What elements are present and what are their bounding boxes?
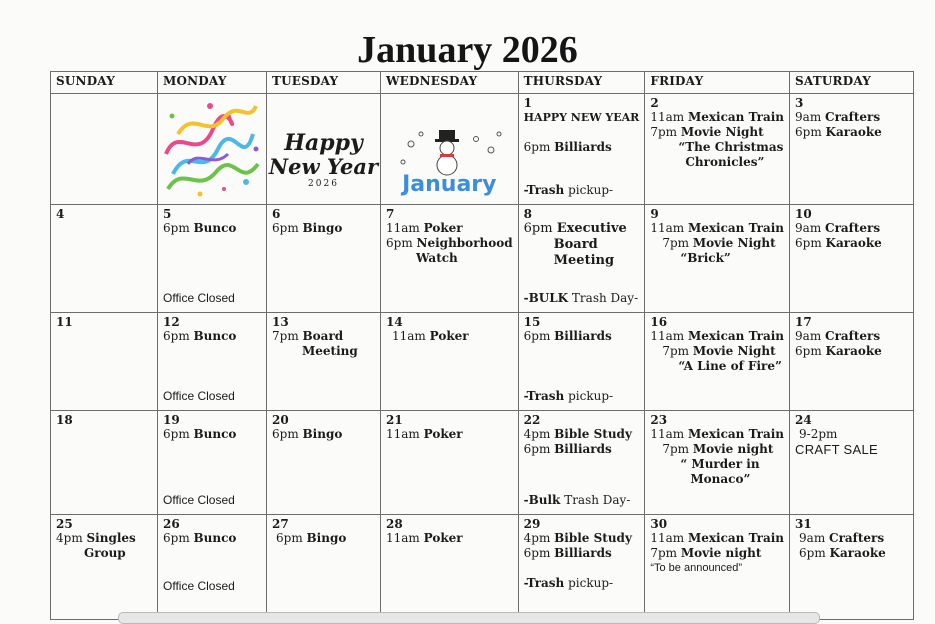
day-number: 3 xyxy=(795,96,804,110)
weekday-wednesday: WEDNESDAY xyxy=(381,72,519,94)
day-number: 8 xyxy=(523,207,532,221)
event-line: 6pm Bingo xyxy=(276,531,347,545)
day-number: 15 xyxy=(523,315,541,329)
day-number: 22 xyxy=(523,413,541,427)
event-line: 11am Poker xyxy=(386,221,463,235)
day-number: 16 xyxy=(650,315,668,329)
day-cell xyxy=(267,411,381,515)
day-number: 13 xyxy=(272,315,289,329)
weekday-saturday: SATURDAY xyxy=(790,72,914,94)
event-line: 11am Mexican Train xyxy=(650,427,785,441)
event-line: 7pm Movie Night xyxy=(650,125,764,139)
event-line: 6pm Bunco xyxy=(163,329,237,343)
day-number: 1 xyxy=(523,96,532,110)
office-closed-notice: Office Closed xyxy=(163,389,235,403)
event-line: “Brick” xyxy=(680,251,731,265)
event-line: 6pm Billiards xyxy=(523,329,612,343)
event-line: “The Christmas xyxy=(678,140,784,154)
day-cell xyxy=(790,205,914,313)
event-line: 6pm Bunco xyxy=(163,531,237,545)
day-cell xyxy=(518,515,645,620)
week-row xyxy=(51,205,914,313)
year-text: 2026 xyxy=(308,179,339,189)
day-cell xyxy=(518,313,645,411)
event-line: Monaco” xyxy=(690,472,751,486)
event-line: Meeting xyxy=(302,344,358,358)
event-line: 11am Poker xyxy=(392,329,469,343)
weekday-tuesday: TUESDAY xyxy=(267,72,381,94)
day-number: 4 xyxy=(56,207,65,221)
day-cell xyxy=(267,515,381,620)
day-number: 24 xyxy=(795,413,812,427)
day-cell xyxy=(645,411,790,515)
day-cell xyxy=(518,205,645,313)
event-line: 6pm Billiards xyxy=(523,546,612,560)
day-cell xyxy=(518,411,645,515)
scan-edge-bar xyxy=(118,612,820,624)
day-cell xyxy=(645,515,790,620)
event-line: 11am Mexican Train xyxy=(650,221,785,235)
day-cell xyxy=(267,205,381,313)
event-line: 11am Mexican Train xyxy=(650,329,785,343)
event-line: 11am Mexican Train xyxy=(650,110,785,124)
event-line: 9am Crafters xyxy=(799,531,885,545)
event-line: 6pm Executive xyxy=(523,221,627,236)
event-line: 6pm Billiards xyxy=(523,442,612,456)
happy-new-year-art-cell xyxy=(267,94,381,205)
new-year-text: New Year xyxy=(268,154,379,179)
day-cell xyxy=(518,94,645,205)
day-number: 31 xyxy=(795,517,812,531)
event-line: “ Murder in xyxy=(680,457,760,471)
day-number: 6 xyxy=(272,207,281,221)
weekday-monday: MONDAY xyxy=(158,72,267,94)
trash-notice: -Trash pickup- xyxy=(523,183,614,197)
event-line: 6pm Karaoke xyxy=(795,344,882,358)
trash-notice: -Trash pickup- xyxy=(523,389,614,403)
office-closed-notice: Office Closed xyxy=(163,291,235,305)
event-line: Watch xyxy=(416,251,458,265)
day-cell xyxy=(158,313,267,411)
event-line: 7pm Movie night xyxy=(650,546,762,560)
event-line: Group xyxy=(84,546,126,560)
weekday-header-row xyxy=(51,72,914,94)
event-line: 9am Crafters xyxy=(795,221,881,235)
day-cell xyxy=(645,313,790,411)
weekday-thursday: THURSDAY xyxy=(518,72,645,94)
day-number: 10 xyxy=(795,207,812,221)
day-number: 19 xyxy=(163,413,180,427)
confetti-art-cell xyxy=(158,94,267,205)
day-number: 9 xyxy=(650,207,659,221)
trash-notice: -Trash pickup- xyxy=(523,576,614,590)
event-line: 6pm Bingo xyxy=(272,427,343,441)
day-cell xyxy=(645,94,790,205)
calendar-grid xyxy=(50,71,914,620)
event-line: 6pm Karaoke xyxy=(795,236,882,250)
day-cell xyxy=(790,94,914,205)
day-cell xyxy=(381,411,519,515)
day-number: 14 xyxy=(386,315,403,329)
day-cell xyxy=(51,515,158,620)
day-number: 28 xyxy=(386,517,403,531)
event-line: 6pm Bingo xyxy=(272,221,343,235)
event-line: 11am Poker xyxy=(386,427,463,441)
event-line: 11am Mexican Train xyxy=(650,531,785,545)
day-number: 26 xyxy=(163,517,180,531)
day-cell xyxy=(158,411,267,515)
event-line: 9am Crafters xyxy=(795,110,881,124)
event-line: “To be announced” xyxy=(650,562,743,574)
day-cell xyxy=(790,515,914,620)
event-line: 6pm Karaoke xyxy=(799,546,886,560)
event-line: 4pm Bible Study xyxy=(523,531,632,545)
event-line: 11am Poker xyxy=(386,531,463,545)
day-cell xyxy=(645,205,790,313)
january-art-text: January xyxy=(402,172,497,197)
empty-day-cell xyxy=(51,94,158,205)
day-cell xyxy=(790,313,914,411)
trash-notice: -BULK Trash Day- xyxy=(523,291,639,305)
event-line: Meeting xyxy=(553,253,615,268)
weekday-sunday: SUNDAY xyxy=(51,72,158,94)
day-number: 20 xyxy=(272,413,289,427)
day-cell xyxy=(381,313,519,411)
event-line: “A Line of Fire” xyxy=(678,359,782,373)
day-cell xyxy=(51,313,158,411)
day-number: 25 xyxy=(56,517,73,531)
day-cell xyxy=(158,205,267,313)
day-number: 2 xyxy=(650,96,659,110)
office-closed-notice: Office Closed xyxy=(163,579,235,593)
office-closed-notice: Office Closed xyxy=(163,493,235,507)
january-art-cell xyxy=(381,94,519,205)
day-cell xyxy=(267,313,381,411)
happy-text: Happy xyxy=(284,130,363,156)
event-line: 4pm Bible Study xyxy=(523,427,632,441)
day-number: 29 xyxy=(523,517,541,531)
day-number: 12 xyxy=(163,315,180,329)
event-line: 6pm Bunco xyxy=(163,221,237,235)
event-line: 6pm Billiards xyxy=(523,140,612,154)
event-line: 7pm Movie night xyxy=(662,442,774,456)
day-cell xyxy=(381,515,519,620)
day-number: 17 xyxy=(795,315,812,329)
weekday-friday: FRIDAY xyxy=(645,72,790,94)
day-cell xyxy=(790,411,914,515)
day-number: 7 xyxy=(386,207,395,221)
day-number: 21 xyxy=(386,413,403,427)
event-line: 4pm Singles xyxy=(56,531,136,545)
day-number: 18 xyxy=(56,413,73,427)
event-line: 6pm Bunco xyxy=(163,427,237,441)
event-line: 6pm Neighborhood xyxy=(386,236,513,250)
event-line: 7pm Board xyxy=(272,329,344,343)
confetti-icon xyxy=(158,94,265,200)
week-row xyxy=(51,515,914,620)
week-row xyxy=(51,313,914,411)
week-row xyxy=(51,411,914,515)
event-line: Board xyxy=(553,237,598,252)
calendar-title: January 2026 xyxy=(357,29,578,71)
trash-notice: -Bulk Trash Day- xyxy=(523,493,631,507)
day-number: 23 xyxy=(650,413,668,427)
event-line: 9am Crafters xyxy=(795,329,881,343)
day-cell xyxy=(158,515,267,620)
day-number: 11 xyxy=(56,315,73,329)
event-line: 6pm Karaoke xyxy=(795,125,882,139)
event-line: 9-2pm xyxy=(799,427,838,441)
event-line: Chronicles” xyxy=(685,155,765,169)
day-number: 27 xyxy=(272,517,289,531)
day-cell xyxy=(381,205,519,313)
week-row xyxy=(51,94,914,205)
event-line: CRAFT SALE xyxy=(795,442,878,457)
event-line: 7pm Movie Night xyxy=(662,236,776,250)
event-line: HAPPY NEW YEAR xyxy=(523,111,640,124)
day-cell xyxy=(51,205,158,313)
day-number: 5 xyxy=(163,207,172,221)
day-cell xyxy=(51,411,158,515)
event-line: 7pm Movie Night xyxy=(662,344,776,358)
day-number: 30 xyxy=(650,517,668,531)
